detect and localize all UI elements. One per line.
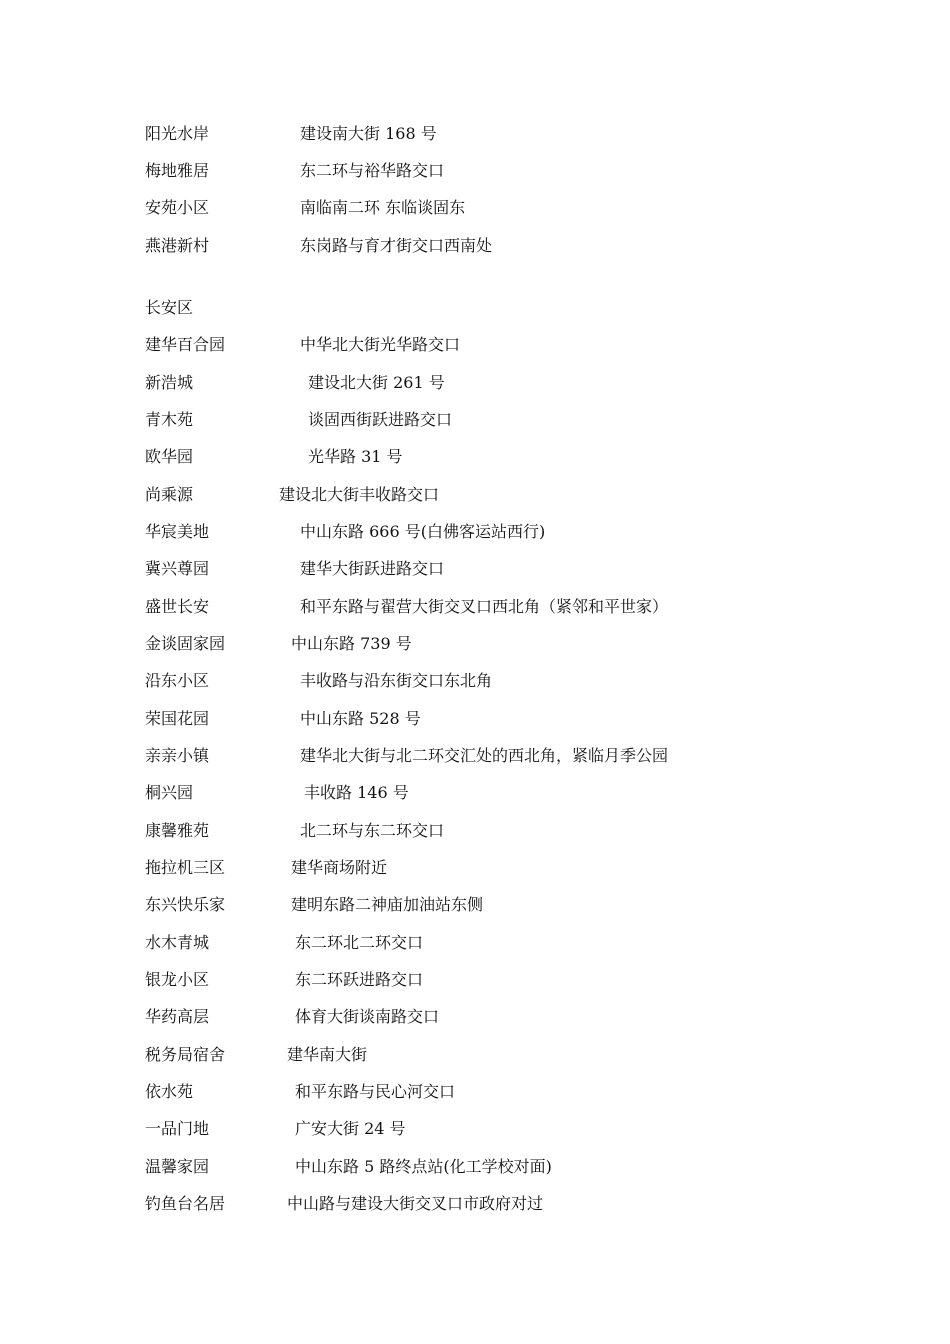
community-address: 丰收路 146 号 (304, 783, 409, 802)
community-address: 东二环与裕华路交口 (300, 161, 445, 180)
list-item (145, 234, 905, 258)
list-item (145, 333, 905, 357)
community-name: 安苑小区 (145, 198, 210, 217)
list-item (145, 122, 905, 146)
community-name: 亲亲小镇 (145, 746, 210, 765)
list-item (145, 371, 905, 395)
community-name: 欧华园 (145, 447, 194, 466)
community-address: 南临南二环 东临谈固东 (300, 198, 466, 217)
community-address: 谈固西街跃进路交口 (308, 410, 453, 429)
community-name: 建华百合园 (145, 335, 226, 354)
community-name: 新浩城 (145, 373, 194, 392)
list-item (145, 669, 905, 693)
community-name: 康馨雅苑 (145, 821, 210, 840)
community-address: 光华路 31 号 (308, 447, 403, 466)
list-item (145, 1005, 905, 1029)
community-name: 阳光水岸 (145, 124, 210, 143)
community-name: 拖拉机三区 (145, 858, 226, 877)
community-address: 中山东路 666 号(白佛客运站西行) (300, 522, 546, 541)
community-address: 体育大街谈南路交口 (295, 1007, 440, 1026)
community-name: 冀兴尊园 (145, 559, 210, 578)
community-address: 建明东路二神庙加油站东侧 (291, 895, 484, 914)
list-item (145, 445, 905, 469)
community-name: 税务局宿舍 (145, 1045, 226, 1064)
list-item (145, 707, 905, 731)
list-item (145, 595, 905, 619)
list-item (145, 819, 905, 843)
list-item (145, 781, 905, 805)
community-address: 东二环北二环交口 (295, 933, 424, 952)
list-item (145, 483, 905, 507)
community-address: 中山路与建设大街交叉口市政府对过 (287, 1194, 544, 1213)
list-item (145, 196, 905, 220)
community-address: 东岗路与育才街交口西南处 (300, 236, 493, 255)
list-item (145, 1192, 905, 1216)
community-address: 中山东路 739 号 (291, 634, 412, 653)
community-address: 和平东路与翟营大街交叉口西北角（紧邻和平世家） (300, 597, 669, 616)
community-address: 建华南大街 (287, 1045, 368, 1064)
community-name: 沿东小区 (145, 671, 210, 690)
community-address: 广安大街 24 号 (295, 1119, 406, 1138)
community-address: 建设北大街 261 号 (308, 373, 445, 392)
list-item (145, 1080, 905, 1104)
community-name: 华宸美地 (145, 522, 210, 541)
list-item (145, 520, 905, 544)
community-name: 钓鱼台名居 (145, 1194, 226, 1213)
community-address: 建设北大街丰收路交口 (279, 485, 440, 504)
list-item (145, 1155, 905, 1179)
community-name: 东兴快乐家 (145, 895, 226, 914)
section-heading: 长安区 (145, 298, 194, 317)
list-item (145, 893, 905, 917)
list-item (145, 744, 905, 768)
community-address: 中山东路 528 号 (300, 709, 421, 728)
community-name: 盛世长安 (145, 597, 210, 616)
community-name: 荣国花园 (145, 709, 210, 728)
community-name: 银龙小区 (145, 970, 210, 989)
community-address: 中华北大街光华路交口 (300, 335, 461, 354)
list-item (145, 632, 905, 656)
community-name: 水木青城 (145, 933, 210, 952)
community-address: 和平东路与民心河交口 (295, 1082, 456, 1101)
list-item (145, 408, 905, 432)
community-address: 丰收路与沿东街交口东北角 (300, 671, 493, 690)
community-name: 金谈固家园 (145, 634, 226, 653)
list-item (145, 1117, 905, 1141)
list-item (145, 159, 905, 183)
list-item (145, 557, 905, 581)
community-name: 依水苑 (145, 1082, 194, 1101)
community-address: 建设南大街 168 号 (300, 124, 437, 143)
community-address: 建华北大街与北二环交汇处的西北角，紧临月季公园 (300, 746, 669, 765)
community-name: 一品门地 (145, 1119, 210, 1138)
community-name: 青木苑 (145, 410, 194, 429)
list-item (145, 1043, 905, 1067)
community-address: 建华商场附近 (291, 858, 388, 877)
community-name: 温馨家园 (145, 1157, 210, 1176)
community-name: 梅地雅居 (145, 161, 210, 180)
community-address: 中山东路 5 路终点站(化工学校对面) (295, 1157, 552, 1176)
list-item (145, 931, 905, 955)
community-address: 北二环与东二环交口 (300, 821, 445, 840)
community-name: 燕港新村 (145, 236, 210, 255)
list-item (145, 856, 905, 880)
community-address: 建华大街跃进路交口 (300, 559, 445, 578)
list-item (145, 968, 905, 992)
community-name: 尚乘源 (145, 485, 194, 504)
community-name: 华药高层 (145, 1007, 210, 1026)
community-name: 桐兴园 (145, 783, 194, 802)
community-address: 东二环跃进路交口 (295, 970, 424, 989)
